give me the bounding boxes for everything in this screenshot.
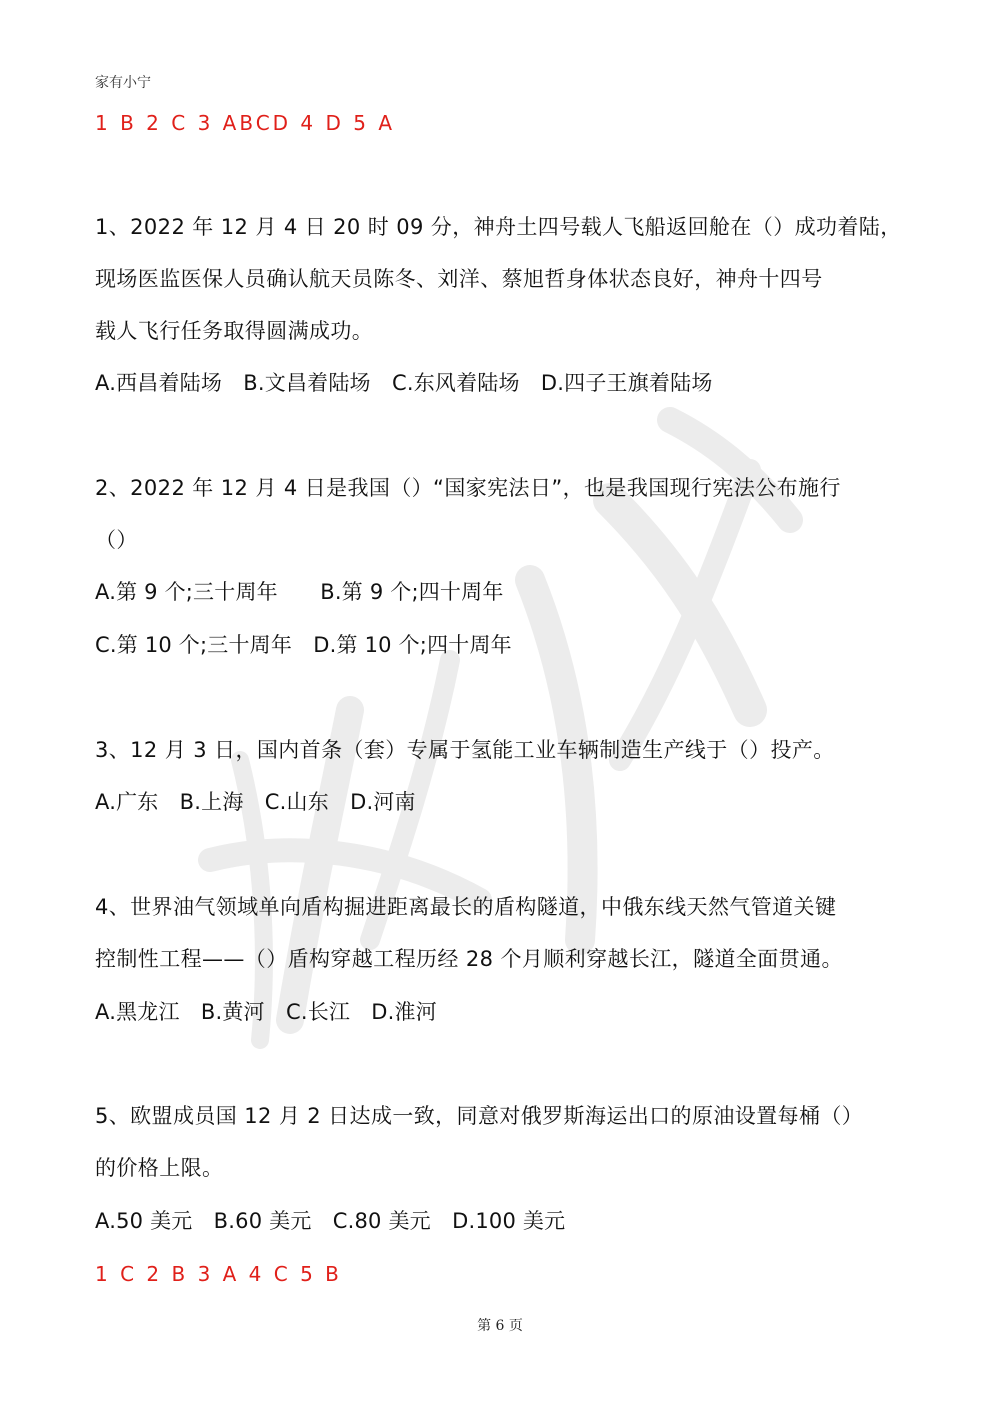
- question-2-line-1: 2、2022 年 12 月 4 日是我国（）“国家宪法日”，也是我国现行宪法公布施行: [95, 476, 841, 500]
- question-4-line-2: 控制性工程——（）盾构穿越工程历经 28 个月顺利穿越长江，隧道全面贯通。: [95, 947, 843, 971]
- page-number: 第 6 页: [477, 1318, 523, 1334]
- question-1-line-2: 现场医监医保人员确认航天员陈冬、刘洋、蔡旭哲身体状态良好，神舟十四号: [95, 267, 823, 291]
- question-1-options: A.西昌着陆场 B.文昌着陆场 C.东风着陆场 D.四子王旗着陆场: [95, 371, 713, 395]
- question-2-options-2: C.第 10 个;三十周年 D.第 10 个;四十周年: [95, 633, 512, 657]
- header-brand: 家有小宁: [95, 75, 151, 91]
- question-3-line-1: 3、12 月 3 日，国内首条（套）专属于氢能工业车辆制造生产线于（）投产。: [95, 738, 835, 762]
- question-5-options: A.50 美元 B.60 美元 C.80 美元 D.100 美元: [95, 1209, 566, 1233]
- question-3-options: A.广东 B.上海 C.山东 D.河南: [95, 790, 416, 814]
- answer-key-previous: 1 B 2 C 3 ABCD 4 D 5 A: [95, 111, 396, 135]
- answer-key-current: 1 C 2 B 3 A 4 C 5 B: [95, 1262, 342, 1286]
- question-4-options: A.黑龙江 B.黄河 C.长江 D.淮河: [95, 1000, 437, 1024]
- question-2-line-2: （）: [95, 528, 138, 552]
- question-2-options-1: A.第 9 个;三十周年 B.第 9 个;四十周年: [95, 580, 504, 604]
- question-5-line-1: 5、欧盟成员国 12 月 2 日达成一致，同意对俄罗斯海运出口的原油设置每桶（）: [95, 1104, 864, 1128]
- question-4-line-1: 4、世界油气领域单向盾构掘进距离最长的盾构隧道，中俄东线天然气管道关键: [95, 895, 837, 919]
- question-1-line-3: 载人飞行任务取得圆满成功。: [95, 319, 374, 343]
- question-5-line-2: 的价格上限。: [95, 1156, 224, 1180]
- question-1-line-1: 1、2022 年 12 月 4 日 20 时 09 分，神舟土四号载人飞船返回舱在（）成功着陆，: [95, 215, 902, 239]
